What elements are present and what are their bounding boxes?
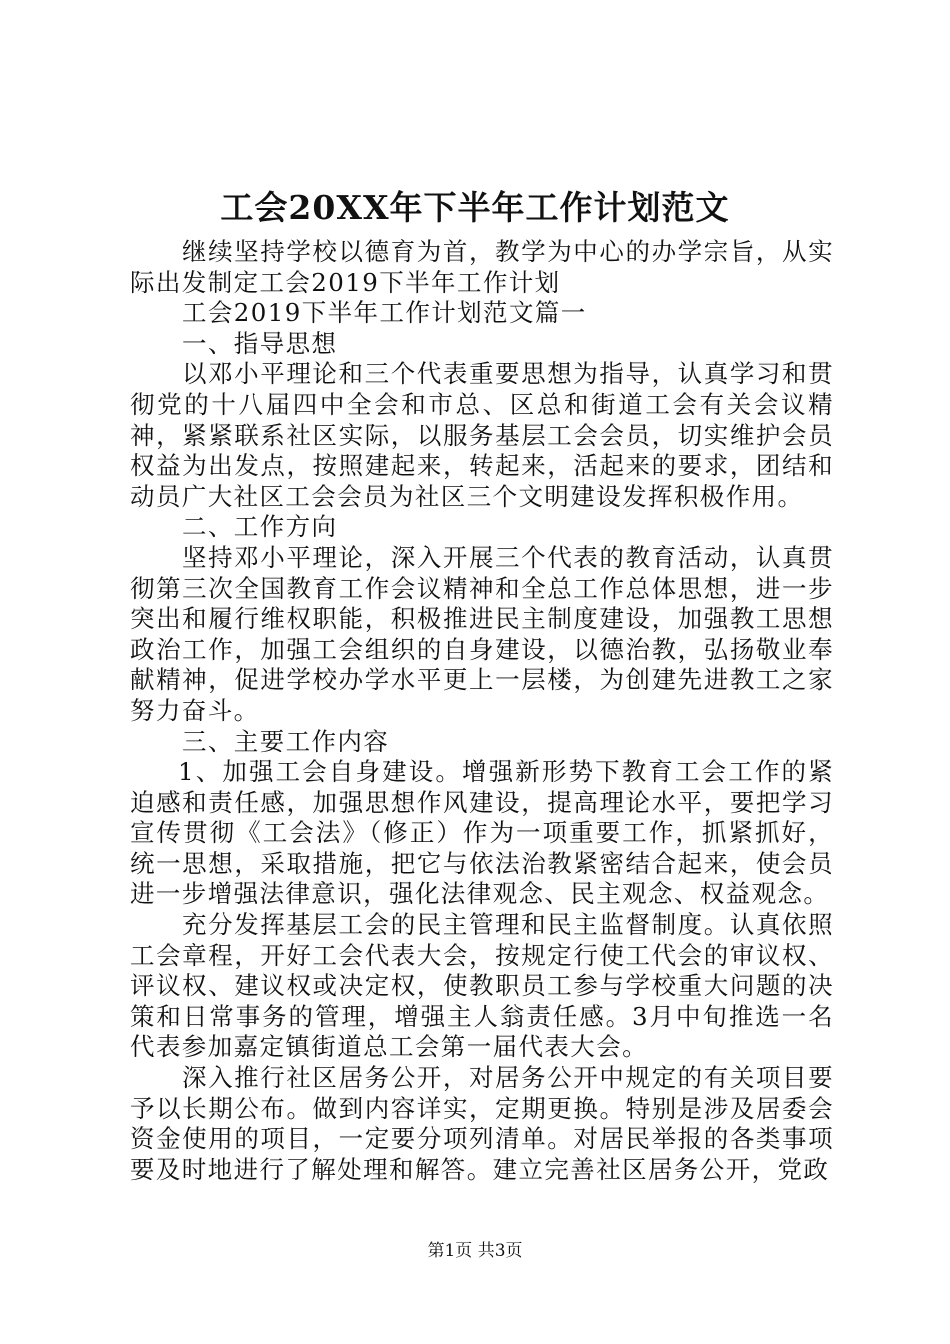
paragraph-guiding-thought: 以邓小平理论和三个代表重要思想为指导，认真学习和贯彻党的十八届四中全会和市总、区总和街道工会有关会议精神，紧紧联系社区实际，以服务基层工会会员，切实维护会员权益为出发点，按照建起来，转起来，活起来的要求，团结和动员广大社区工会会员为社区三个文明建设发挥积极作用。	[130, 359, 834, 511]
paragraph-work-direction: 坚持邓小平理论，深入开展三个代表的教育活动，认真贯彻第三次全国教育工作会议精神和全总工作总体思想，进一步突出和履行维权职能，积极推进民主制度建设，加强教工思想政治工作，加强工会组织的自身建设，以德治教，弘扬敬业奉献精神，促进学校办学水平更上一层楼，为创建先进教工之家努力奋斗。	[130, 542, 834, 725]
paragraph-intro: 继续坚持学校以德育为首，教学为中心的办学宗旨，从实际出发制定工会2019下半年工作计划	[130, 237, 834, 297]
document-body	[130, 237, 834, 1185]
paragraph-item-1: 1、加强工会自身建设。增强新形势下教育工会工作的紧迫感和责任感，加强思想作风建设，提高理论水平，要把学习宣传贯彻《工会法》（修正）作为一项重要工作，抓紧抓好，统一思想，采取措施，把它与依法治教紧密结合起来，使会员进一步增强法律意识，强化法律观念、民主观念、权益观念。	[130, 757, 834, 909]
paragraph-affairs-disclosure: 深入推行社区居务公开，对居务公开中规定的有关项目要予以长期公布。做到内容详实，定期更换。特别是涉及居委会资金使用的项目，一定要分项列清单。对居民举报的各类事项要及时地进行了解处理和解答。建立完善社区居务公开，党政	[130, 1063, 834, 1184]
paragraph-subtitle: 工会2019下半年工作计划范文篇一	[182, 298, 587, 328]
section-heading-1: 一、指导思想	[182, 328, 338, 358]
section-heading-2: 二、工作方向	[182, 512, 338, 542]
document-title: 工会20XX年下半年工作计划范文	[220, 188, 730, 227]
paragraph-democratic-management: 充分发挥基层工会的民主管理和民主监督制度。认真依照工会章程，开好工会代表大会，按规定行使工代会的审议权、评议权、建议权或决定权，使教职员工参与学校重大问题的决策和日常事务的管理，增强主人翁责任感。3月中旬推选一名代表参加嘉定镇街道总工会第一届代表大会。	[130, 910, 834, 1062]
page-number-footer: 第1页 共3页	[427, 1241, 523, 1261]
section-heading-3: 三、主要工作内容	[182, 726, 390, 756]
